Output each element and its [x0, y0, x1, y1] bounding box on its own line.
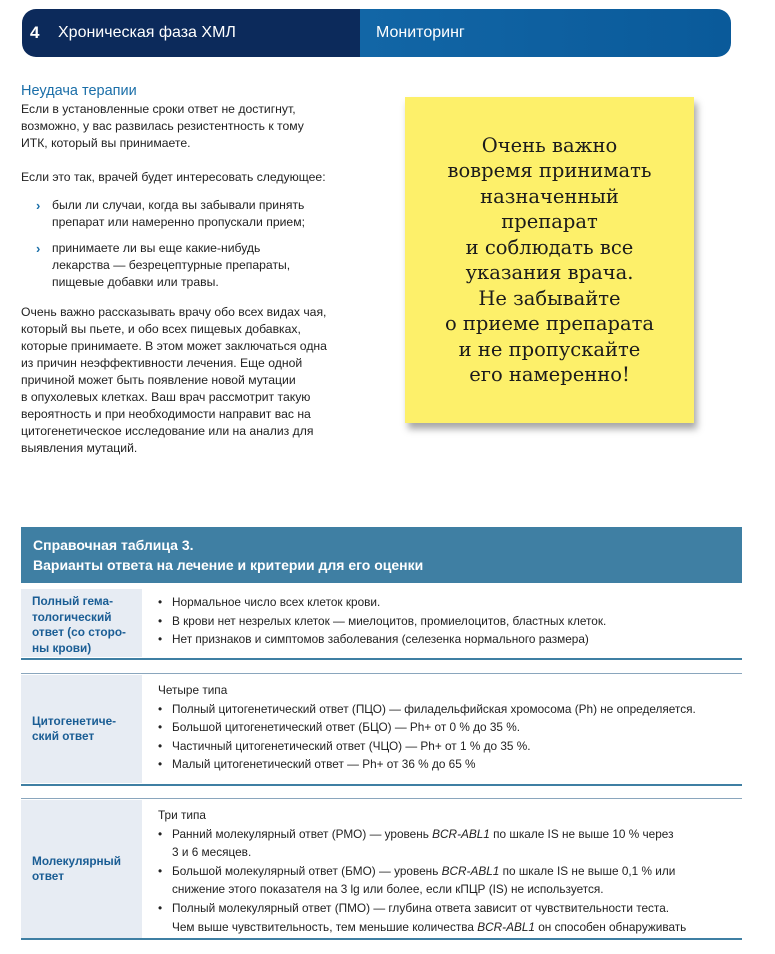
table-title — [21, 527, 742, 583]
text-line: в опухолевых клетках. Ваш врач рассмотрит такую — [21, 390, 311, 404]
item-text: снижение этого показателя на 3 lg или более, если кПЦР (IS) не используется. — [172, 882, 604, 897]
paragraph-3 — [21, 304, 366, 457]
row-label — [21, 589, 142, 657]
list-item: • Полный молекулярный ответ (ПМО) — глубина ответа зависит от чувствительности теста. Чем выше чувствительность, тем меньшие количества BCR-ABL1 он способен обнаруживать — [158, 899, 742, 936]
label-line: Полный гема- — [32, 594, 113, 608]
text-line: о приеме препарата — [444, 312, 655, 335]
text-line: вероятность и при необходимости направит вас на — [21, 407, 311, 421]
list-item: • Большой цитогенетический ответ (БЦО) — Ph+ от 0 % до 35 %. — [158, 720, 521, 735]
text-line: и не пропускайте — [458, 337, 641, 361]
label-line: тологический — [32, 609, 112, 624]
text-line: пищевые добавки или травы. — [52, 275, 219, 289]
item-text: 3 и 6 месяцев. — [172, 845, 252, 860]
item-text: Ранний молекулярный ответ (РМО) — уровень — [172, 826, 433, 841]
header-section — [360, 9, 731, 57]
row-divider — [21, 798, 742, 799]
gene-name: BCR-ABL1 — [432, 826, 490, 841]
item-text: Полный молекулярный ответ (ПМО) — глубина ответа зависит от чувствительности теста. — [172, 900, 670, 915]
sticky-note-text — [445, 133, 654, 388]
label-line: Цитогенетиче- — [32, 713, 117, 728]
paragraph-1 — [21, 101, 366, 152]
text-line: ИТК, который вы принимаете. — [21, 136, 191, 150]
question-list — [21, 197, 366, 291]
text-line: причиной может быть появление новой мутации — [21, 373, 296, 387]
table-row — [21, 675, 742, 783]
item-text: Нет признаков и симптомов заболевания (селезенка нормального размера) — [172, 632, 589, 647]
gene-name: BCR-ABL1 — [441, 863, 500, 878]
row-content — [142, 589, 742, 657]
list-item: • Полный цитогенетический ответ (ПЦО) — филадельфийская хромосома (Ph) не определяется. — [158, 701, 696, 716]
section-heading: Неудача терапии — [21, 83, 137, 99]
label-line: Молекулярный — [32, 853, 121, 868]
item-text: Малый цитогенетический ответ — Ph+ от 36 % до 65 % — [172, 757, 476, 772]
text-line: которые принимаете. В этом может заключаться одна — [21, 339, 327, 353]
item-text: В крови нет незрелых клеток — миелоцитов, промиелоцитов, бластных клеток. — [172, 613, 607, 628]
row-divider — [21, 673, 742, 674]
text-line: назначенный — [480, 184, 619, 208]
text-line: и соблюдать все — [465, 235, 634, 259]
row-label — [21, 675, 142, 783]
table-row — [21, 589, 742, 657]
label-line: ответ — [32, 869, 64, 883]
text-line: который вы пьете, и обо всех пищевых добавках, — [21, 322, 301, 336]
table-row — [21, 800, 742, 938]
chevron-right-icon: › — [36, 241, 41, 256]
row-divider — [21, 938, 742, 940]
header-chapter — [22, 9, 360, 57]
text-line: возможно, у вас развилась резистентность к тому — [21, 119, 304, 133]
list-item: • Нормальное число всех клеток крови. — [158, 595, 381, 609]
item-text: по шкале IS не выше 0,1 % или — [499, 863, 676, 878]
list-item: • Частичный цитогенетический ответ (ЧЦО) — Ph+ от 1 % до 35 %. — [158, 738, 531, 753]
text-line: препарат — [501, 210, 598, 233]
item-text: Частичный цитогенетический ответ (ЧЦО) — Ph+ от 1 % до 35 %. — [172, 738, 531, 753]
table-title-line: Варианты ответа на лечение и критерии для его оценки — [33, 557, 424, 573]
section-title: Мониторинг — [376, 24, 465, 41]
list-item: • В крови нет незрелых клеток — миелоцитов, промиелоцитов, бластных клеток. — [158, 613, 607, 628]
list-item: • Большой молекулярный ответ (БМО) — уровень BCR-ABL1 по шкале IS не выше 0,1 % или снижение этого показателя на 3 lg или более, если кПЦР (IS) не используется. — [158, 862, 742, 899]
chevron-right-icon: › — [36, 198, 41, 213]
chapter-number: 4 — [30, 23, 40, 42]
label-line: ны крови) — [32, 640, 92, 655]
list-item: • Малый цитогенетический ответ — Ph+ от 36 % до 65 % — [158, 757, 476, 772]
text-line: были ли случаи, когда вы забывали принять — [52, 198, 305, 212]
paragraph-2: Если это так, врачей будет интересовать следующее: — [21, 170, 326, 184]
label-line: ответ (со сторо- — [32, 625, 126, 639]
text-line: лекарства — безрецептурные препараты, — [52, 258, 291, 272]
row-intro: Три типа — [158, 808, 206, 822]
page-header — [22, 9, 731, 57]
list-item: • Ранний молекулярный ответ (РМО) — уровень BCR-ABL1 по шкале IS не выше 10 % через 3 и 6 месяцев. — [158, 825, 742, 862]
text-line: принимаете ли вы еще какие-нибудь — [52, 241, 261, 255]
list-item — [21, 240, 366, 291]
text-line: Очень важно — [481, 133, 618, 157]
table-title-line: Справочная таблица 3. — [33, 537, 194, 553]
item-text: Полный цитогенетический ответ (ПЦО) — филадельфийская хромосома (Ph) не определяется. — [172, 701, 696, 716]
row-label — [21, 800, 142, 938]
text-line: указания врача. — [465, 261, 634, 284]
row-content — [142, 800, 742, 938]
text-line: препарат или намеренно пропускали прием; — [52, 215, 305, 229]
item-text: Чем выше чувствительность, тем меньшие количества — [172, 919, 478, 934]
sticky-note — [405, 97, 694, 423]
gene-name: BCR-ABL1 — [477, 919, 535, 934]
chapter-title: Хроническая фаза ХМЛ — [58, 24, 236, 41]
text-line: Очень важно рассказывать врачу обо всех видах чая, — [21, 305, 327, 319]
text-line: цитогенетическое исследование или на анализ для — [21, 424, 314, 438]
list-item — [21, 197, 366, 231]
row-divider — [21, 658, 742, 660]
list-item: • Нет признаков и симптомов заболевания (селезенка нормального размера) — [158, 632, 589, 647]
item-text: по шкале IS не выше 10 % через — [489, 826, 674, 841]
row-divider — [21, 784, 742, 786]
text-line: Не забывайте — [478, 286, 621, 310]
text-line: из причин неэффективности лечения. Еще одной — [21, 356, 303, 370]
text-line: его намеренно! — [469, 363, 630, 386]
therapy-failure-section — [21, 83, 366, 474]
row-content — [142, 675, 742, 783]
row-intro: Четыре типа — [158, 683, 228, 697]
item-text: Большой цитогенетический ответ (БЦО) — Ph+ от 0 % до 35 %. — [172, 720, 521, 735]
text-line: выявления мутаций. — [21, 441, 138, 455]
item-text: он способен обнаруживать — [534, 919, 687, 934]
item-text: Большой молекулярный ответ (БМО) — уровень — [172, 863, 442, 878]
text-line: Если в установленные сроки ответ не достигнут, — [21, 102, 296, 116]
label-line: ский ответ — [32, 729, 95, 743]
item-text: Нормальное число всех клеток крови. — [172, 595, 381, 609]
text-line: вовремя принимать — [447, 159, 652, 182]
